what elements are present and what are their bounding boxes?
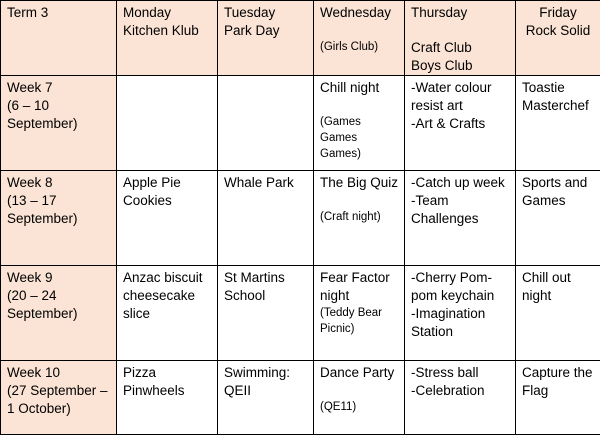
activity-text: St Martins	[224, 269, 307, 287]
club-name: Kitchen Klub	[123, 22, 211, 40]
activity-text: Dance Party	[320, 364, 398, 382]
activity-note: (Teddy Bear	[320, 305, 398, 321]
activity-text: Flag	[522, 382, 594, 400]
activity-note: Picnic)	[320, 321, 398, 337]
activity-text: Pizza	[123, 364, 211, 382]
monday-cell	[117, 171, 218, 266]
activity-text: Fear Factor	[320, 269, 398, 287]
week-dates: 1 October)	[7, 400, 110, 418]
week-dates: September)	[7, 115, 110, 133]
header-tuesday-cell	[218, 1, 314, 76]
activity-text: Station	[411, 323, 509, 341]
day-name: Thursday	[411, 4, 509, 22]
activity-note: Games	[320, 130, 398, 146]
activity-text: Whale Park	[224, 174, 307, 192]
week-row	[1, 266, 600, 361]
activity-text: Toastie	[522, 79, 594, 97]
club-name: Park Day	[224, 22, 307, 40]
week-label-cell	[1, 266, 117, 361]
activity-text: night	[320, 287, 398, 305]
friday-cell	[516, 266, 600, 361]
thursday-cell	[405, 171, 516, 266]
header-row	[1, 1, 600, 76]
activity-text: -Art & Crafts	[411, 115, 509, 133]
activity-text: night	[522, 287, 594, 305]
wednesday-cell	[314, 76, 405, 171]
activity-note: (Games	[320, 114, 398, 130]
activity-text: cheesecake	[123, 287, 211, 305]
week-label-cell	[1, 76, 117, 171]
wednesday-cell	[314, 361, 405, 435]
friday-cell	[516, 76, 600, 171]
activity-text: -Stress ball	[411, 364, 509, 382]
activity-text: slice	[123, 305, 211, 323]
activity-text: Masterchef	[522, 97, 594, 115]
activity-text: School	[224, 287, 307, 305]
monday-cell	[117, 266, 218, 361]
activity-text: Games	[522, 192, 594, 210]
activity-note: Games)	[320, 146, 398, 162]
activity-text: The Big Quiz	[320, 174, 398, 192]
club-name: (Girls Club)	[320, 39, 398, 55]
header-wednesday-cell	[314, 1, 405, 76]
tuesday-cell	[218, 361, 314, 435]
activity-text: resist art	[411, 97, 509, 115]
week-title: Week 7	[7, 79, 110, 97]
monday-cell	[117, 76, 218, 171]
activity-text: Swimming:	[224, 364, 307, 382]
activity-note: (Craft night)	[320, 209, 398, 225]
activity-text: pom keychain	[411, 287, 509, 305]
activity-text: -Imagination	[411, 305, 509, 323]
week-dates: September)	[7, 210, 110, 228]
week-title: Week 9	[7, 269, 110, 287]
week-title: Week 8	[7, 174, 110, 192]
day-name: Wednesday	[320, 4, 398, 22]
friday-cell	[516, 361, 600, 435]
week-row	[1, 76, 600, 171]
activity-text: Chill night	[320, 79, 398, 97]
week-dates: (20 – 24	[7, 287, 110, 305]
header-friday-cell	[516, 1, 600, 76]
thursday-cell	[405, 266, 516, 361]
wednesday-cell	[314, 266, 405, 361]
header-thursday-cell	[405, 1, 516, 76]
activity-text: Capture the	[522, 364, 594, 382]
friday-cell	[516, 171, 600, 266]
week-label-cell	[1, 171, 117, 266]
week-dates: (6 – 10	[7, 97, 110, 115]
activity-text: Sports and	[522, 174, 594, 192]
day-name: Tuesday	[224, 4, 307, 22]
week-title: Week 10	[7, 364, 110, 382]
activity-text: Cookies	[123, 192, 211, 210]
wednesday-cell	[314, 171, 405, 266]
thursday-cell	[405, 76, 516, 171]
monday-cell	[117, 361, 218, 435]
activity-text: -Team	[411, 192, 509, 210]
activity-text: Anzac biscuit	[123, 269, 211, 287]
header-monday-cell	[117, 1, 218, 76]
activity-text: Pinwheels	[123, 382, 211, 400]
day-name: Monday	[123, 4, 211, 22]
thursday-cell	[405, 361, 516, 435]
activity-text: QEII	[224, 382, 307, 400]
week-dates: (13 – 17	[7, 192, 110, 210]
week-label-cell	[1, 361, 117, 435]
activity-text: -Cherry Pom-	[411, 269, 509, 287]
activity-text: -Catch up week	[411, 174, 509, 192]
activity-text: Apple Pie	[123, 174, 211, 192]
activity-text: Challenges	[411, 210, 509, 228]
day-name: Friday	[522, 4, 594, 22]
week-dates: (27 September –	[7, 382, 110, 400]
week-row	[1, 361, 600, 435]
week-dates: September)	[7, 305, 110, 323]
activity-text: Chill out	[522, 269, 594, 287]
activity-note: (QE11)	[320, 399, 398, 415]
tuesday-cell	[218, 76, 314, 171]
term-label: Term 3	[7, 4, 110, 22]
activity-text: -Celebration	[411, 382, 509, 400]
tuesday-cell	[218, 266, 314, 361]
week-row	[1, 171, 600, 266]
club-name: Boys Club	[411, 57, 509, 75]
club-name: Rock Solid	[522, 22, 594, 40]
club-name: Craft Club	[411, 39, 509, 57]
activity-text: -Water colour	[411, 79, 509, 97]
tuesday-cell	[218, 171, 314, 266]
header-term-cell	[1, 1, 117, 76]
